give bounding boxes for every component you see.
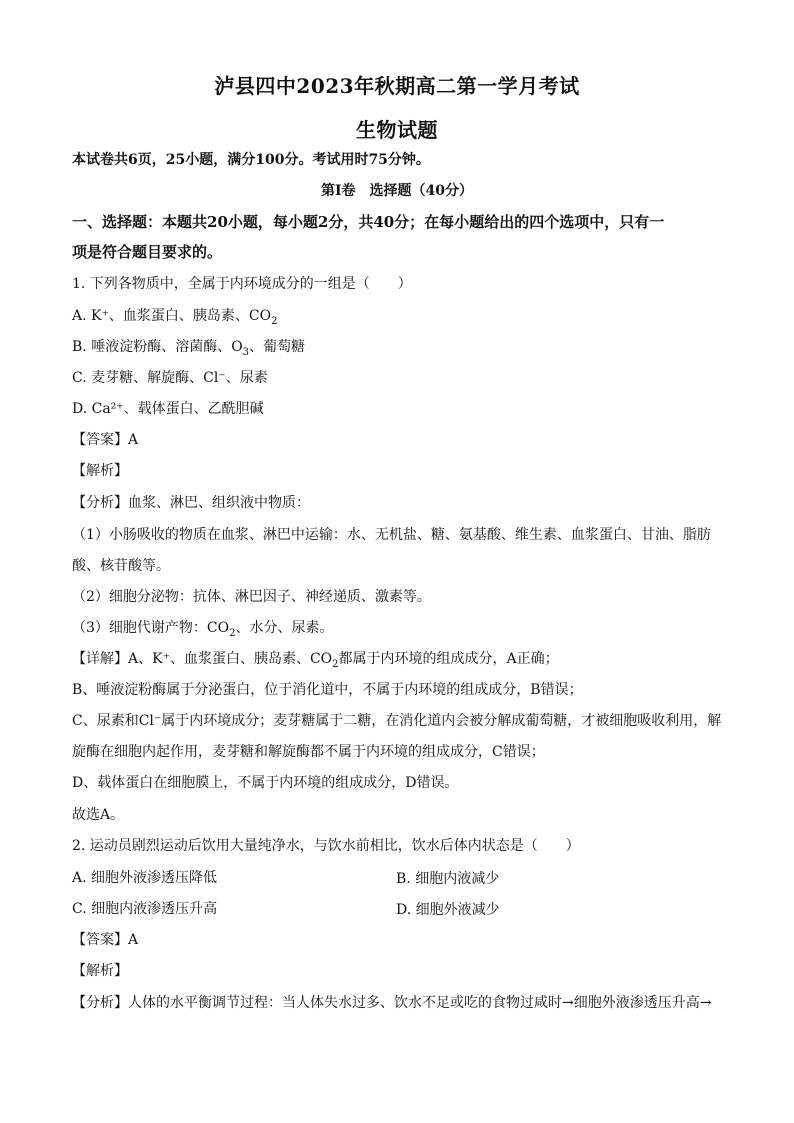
- q1-option-c: C. 麦芽糖、解旋酶、Cl⁻、尿素: [72, 370, 268, 386]
- q2-option-b: B. 细胞内液减少: [396, 871, 500, 887]
- q1-option-b: [72, 337, 732, 357]
- q2-option-a: A. 细胞外液渗透压降低: [72, 870, 218, 886]
- q1-answer: 【答案】A: [72, 432, 139, 448]
- exam-title: 泸县四中2023年秋期高二第一学月考试: [214, 74, 580, 98]
- q1-option-d: D. Ca²⁺、载体蛋白、乙酰胆碱: [72, 401, 264, 417]
- q1-detail-1-text: 【详解】A、K⁺、血浆蛋白、胰岛素、CO: [72, 651, 333, 667]
- q1-detail-2: B、唾液淀粉酶属于分泌蛋白，位于消化道中，不属于内环境的组成成分，B错误；: [72, 682, 583, 698]
- q2-stem: 2. 运动员剧烈运动后饮用大量纯净水，与饮水前相比，饮水后体内状态是（ ）: [72, 838, 580, 854]
- q2-fenxi: 【分析】人体的水平衡调节过程：当人体失水过多、饮水不足或吃的食物过咸时→细胞外液渗透压升高→: [72, 995, 712, 1011]
- q1-detail-3: C、尿素和Cl⁻属于内环境成分；麦芽糖属于二糖，在消化道内会被分解成葡萄糖，才被细胞吸收利用，解: [72, 713, 722, 729]
- q1-option-a-text: A. K⁺、血浆蛋白、胰岛素、CO: [72, 308, 272, 324]
- q1-detail-4: 旋酶在细胞内起作用，麦芽糖和解旋酶都不属于内环境的组成成分，C错误；: [72, 744, 545, 760]
- subscript: 2: [332, 658, 339, 670]
- q2-option-d: D. 细胞外液减少: [396, 902, 500, 918]
- section-heading: 第Ⅰ卷 选择题（40分）: [320, 183, 474, 199]
- q1-stem: 1. 下列各物质中，全属于内环境成分的一组是（ ）: [72, 276, 412, 292]
- subscript: 2: [229, 627, 236, 639]
- q2-option-c: C. 细胞内液渗透压升高: [72, 901, 218, 917]
- q1-fenxi: 【分析】血浆、淋巴、组织液中物质：: [72, 495, 310, 511]
- q1-detail-5: D、载体蛋白在细胞膜上，不属于内环境的组成成分，D错误。: [72, 775, 459, 791]
- q1-choose: 故选A。: [72, 807, 125, 823]
- q1-point-3-tail: 、水分、尿素。: [235, 620, 334, 636]
- subscript: 2: [271, 315, 278, 327]
- q1-option-b-text: B. 唾液淀粉酶、溶菌酶、O: [72, 339, 243, 355]
- instructions-line-2: 项是符合题目要求的。: [72, 243, 223, 261]
- instructions-line-1: 一、选择题：本题共20小题，每小题2分，共40分；在每小题给出的四个选项中，只有一: [72, 213, 665, 231]
- q1-point-3: [72, 618, 732, 638]
- q1-point-1a: （1）小肠吸收的物质在血浆、淋巴中运输：水、无机盐、糖、氨基酸、维生素、血浆蛋白、甘油、脂肪: [72, 527, 711, 543]
- exam-intro: 本试卷共6页，25小题，满分100分。考试用时75分钟。: [72, 152, 430, 168]
- q1-detail-1: [72, 649, 732, 669]
- q1-analysis-label: 【解析】: [72, 463, 128, 479]
- q1-point-2: （2）细胞分泌物：抗体、淋巴因子、神经递质、激素等。: [72, 589, 431, 605]
- subscript: 3: [242, 346, 250, 358]
- q1-detail-1-tail: 都属于内环境的组成成分，A正确；: [338, 651, 559, 667]
- q1-option-b-tail: 、葡萄糖: [249, 339, 306, 355]
- q1-option-a: [72, 306, 732, 326]
- q2-analysis-label: 【解析】: [72, 963, 128, 979]
- q1-point-3-text: （3）细胞代谢产物：CO: [72, 620, 230, 636]
- q1-point-1b: 酸、核苷酸等。: [72, 558, 170, 574]
- subject-title: 生物试题: [356, 118, 438, 142]
- q2-answer: 【答案】A: [72, 932, 139, 948]
